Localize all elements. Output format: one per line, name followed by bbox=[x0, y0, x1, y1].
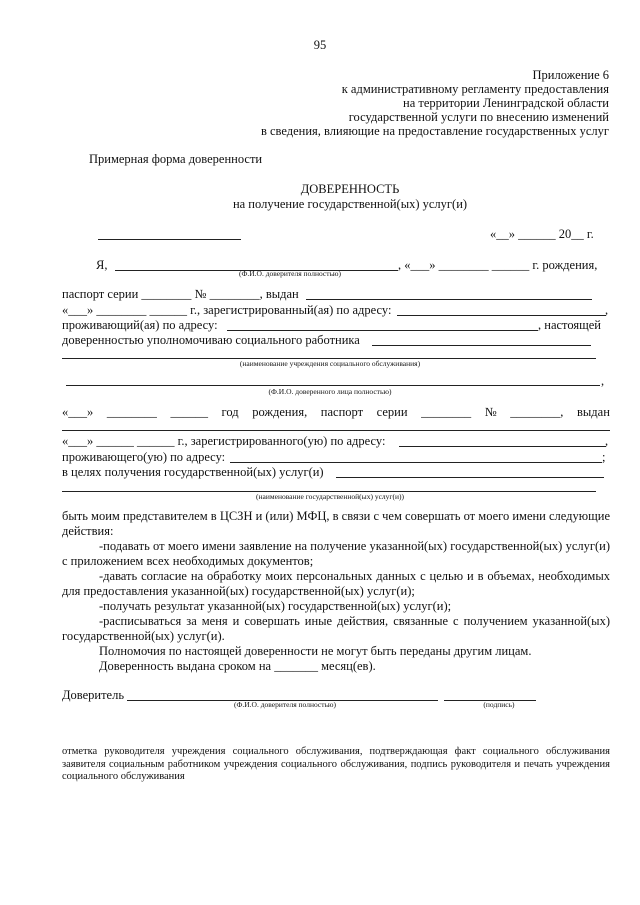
powers-text: Полномочия по настоящей доверенности не могут быть переданы другим лицам. bbox=[99, 644, 532, 658]
document-title: ДОВЕРЕННОСТЬ bbox=[300, 182, 400, 196]
term-text: Доверенность выдана сроком на _______ месяц(ев). bbox=[99, 659, 376, 673]
registered-line: «___» ________ ______ г., зарегистрированный(ая) по адресу: bbox=[62, 303, 392, 317]
service-caption: (наименование государственной(ых) услуг(и)) bbox=[256, 492, 404, 501]
registered-address-field[interactable] bbox=[397, 315, 606, 316]
trustee-birth-passport-line: «___» ________ ______ год рождения, паспорт серии ________ № ________, выдан bbox=[62, 405, 610, 419]
certification-note: отметка руководителя учреждения социального обслуживания, подтверждающая факт социального обслуживания заявителя социальным работником учреждения социального обслуживания, подпись руководителя и печать учреждения социального обслуживания bbox=[62, 746, 610, 782]
page-number: 95 bbox=[313, 38, 327, 52]
representative-text: быть моим представителем в ЦСЗН и (или) МФЦ, в связи с чем совершать от моего имени следующие действия: bbox=[62, 509, 610, 538]
signature-caption: (подпись) bbox=[483, 700, 515, 709]
trustee-name-field[interactable] bbox=[66, 385, 600, 386]
appendix-line-2: к административному регламенту предоставления bbox=[341, 82, 609, 96]
principal-birth-date: , «___» ________ ______ г. рождения, bbox=[398, 258, 598, 272]
trustee-residing-field[interactable] bbox=[230, 462, 602, 463]
residing2-line: проживающего(ую) по адресу: bbox=[62, 450, 226, 464]
document-page: 95 Приложение 6 к административному регламенту предоставления на территории Ленинградской области государственной услуги по внесению изменений в сведения, влияющие на предоставление государственных услуг Примерная форма доверенности ДОВЕРЕННОСТЬ на получение государственной(ых) услуг(и) «__» ______ 20__ г. Я, , «___» ________ ______ г. рождения, (Ф.И.О. доверителя полностью) паспорт серии ________ № ________, выдан «___» ________ ______ г., зарегистрированный(ая) по адресу: , проживающий(ая) по адресу: , настоящей доверенностью уполномочиваю социального работника (наименование учреждения социального обслуживания) , (Ф.И.О. доверенного лица полностью) «___» ________ ______ год рождения, паспорт серии ________ № ________, выдан «___» ______ ______ г., зарегистрированного(ую) по адресу: , проживающего(ую) по адресу: ; в целях получения государственной(ых) услуг(и) (наименование государственной(ых) услуг(и)) быть моим представителем в ЦСЗН и (или) МФЦ, в связи с чем совершать от моего имени следующие действия: -подавать от моего имени заявление на получение указанной(ых) государственной(ых) услуг(и) с приложением всех необходимых документов; -давать согласие на обработку моих персональных данных с целью и в объемах, необходимых для предоставления указанной(ых) государственной(ых) услуг(и); -получать результат указанной(ых) государственной(ых) услуг(и); -расписываться за меня и совершать иные действия, связанные с получением указанной(ых) государственной(ых) услуг(и). Полномочия по настоящей доверенности не могут быть переданы другим лицам. Доверенность выдана сроком на _______ месяц(ев). Доверитель (Ф.И.О. доверителя полностью) (подпись) отметка руководителя учреждения социального обслуживания, подтверждающая факт социального обслуживания заявителя социальным работником учреждения социального обслуживания, подпись руководителя и печать учреждения социального обслуживания bbox=[0, 0, 640, 905]
residing-address-field[interactable] bbox=[227, 330, 538, 331]
trustee-caption: (Ф.И.О. доверенного лица полностью) bbox=[268, 387, 392, 396]
document-subtitle: на получение государственной(ых) услуг(и) bbox=[232, 197, 468, 211]
action-item-2: -давать согласие на обработку моих персональных данных с целью и в объемах, необходимых для предоставления указанной(ых) государственной(ых) услуг(и); bbox=[62, 569, 610, 598]
appendix-line-4: государственной услуги по внесению изменений bbox=[348, 110, 609, 124]
passport-line: паспорт серии ________ № ________, выдан bbox=[62, 287, 299, 301]
trustee-registered-field[interactable] bbox=[399, 446, 606, 447]
organization-caption: (наименование учреждения социального обслуживания) bbox=[239, 359, 421, 368]
residing-line: проживающий(ая) по адресу: bbox=[62, 318, 218, 332]
signature-label: Доверитель bbox=[62, 688, 125, 702]
action-item-3: -получать результат указанной(ых) государственной(ых) услуг(и); bbox=[99, 599, 452, 613]
principal-caption: (Ф.И.О. доверителя полностью) bbox=[238, 269, 342, 278]
date-line: «__» ______ 20__ г. bbox=[490, 227, 594, 241]
purpose-line: в целях получения государственной(ых) услуг(и) bbox=[62, 465, 324, 479]
passport-issued-field[interactable] bbox=[306, 299, 592, 300]
service-name-field-1[interactable] bbox=[336, 477, 604, 478]
appendix-line-1: Приложение 6 bbox=[532, 68, 609, 82]
trustee-issued-field[interactable] bbox=[62, 430, 610, 431]
appendix-line-5: в сведения, влияющие на предоставление государственных услуг bbox=[260, 124, 609, 138]
action-item-4: -расписываться за меня и совершать иные действия, связанные с получением указанной(ых) государственной(ых) услуг(и). bbox=[62, 614, 610, 643]
appendix-line-3: на территории Ленинградской области bbox=[403, 96, 609, 110]
registered2-line: «___» ______ ______ г., зарегистрированного(ую) по адресу: bbox=[62, 434, 386, 448]
place-line[interactable] bbox=[98, 239, 241, 240]
residing-tail: , настоящей bbox=[538, 318, 601, 332]
i-label: Я, bbox=[96, 258, 108, 272]
action-item-1: -подавать от моего имени заявление на получение указанной(ых) государственной(ых) услуг(и) с приложением всех необходимых документов; bbox=[62, 539, 610, 568]
social-worker-field[interactable] bbox=[372, 345, 591, 346]
form-label: Примерная форма доверенности bbox=[89, 152, 263, 166]
signature-name-caption: (Ф.И.О. доверителя полностью) bbox=[233, 700, 337, 709]
authorize-line: доверенностью уполномочиваю социального работника bbox=[62, 333, 360, 347]
